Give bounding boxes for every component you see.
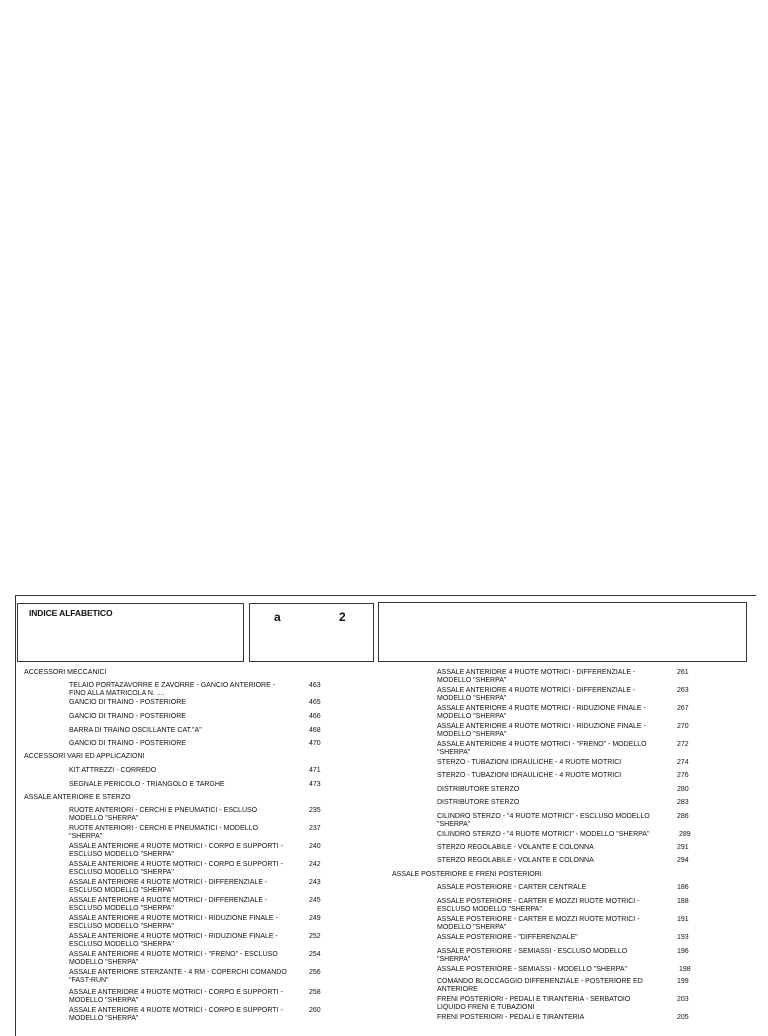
index-entry-page: 463: [309, 682, 321, 689]
index-entry-page: 261: [677, 669, 689, 676]
index-entry-page: 258: [309, 989, 321, 996]
index-section-heading: ACCESSORI VARI ED APPLICAZIONI: [24, 753, 145, 760]
index-entry-page: 260: [309, 1007, 321, 1014]
index-entry-page: 243: [309, 879, 321, 886]
index-entry-page: 473: [309, 781, 321, 788]
index-entry-page: 252: [309, 933, 321, 940]
index-entry-label: ASSALE ANTERIORE 4 RUOTE MOTRICI - CORPO E SUPPORTI - MODELLO "SHERPA": [69, 1007, 283, 1022]
index-entry-label: ASSALE ANTERIORE 4 RUOTE MOTRICI - "FRENO" - MODELLO "SHERPA": [437, 741, 647, 756]
index-entry-page: 199: [677, 978, 689, 985]
index-entry-label: DISTRIBUTORE STERZO: [437, 786, 520, 793]
index-entry-page: 205: [677, 1014, 689, 1021]
index-entry-page: 186: [677, 884, 689, 891]
index-entry-page: 294: [677, 857, 689, 864]
index-entry-label: ASSALE ANTERIORE 4 RUOTE MOTRICI - CORPO E SUPPORTI - MODELLO "SHERPA": [69, 989, 283, 1004]
index-entry-label: ASSALE POSTERIORE - SEMIASSI - ESCLUSO MODELLO "SHERPA": [437, 948, 628, 963]
index-entry-label: DISTRIBUTORE STERZO: [437, 799, 520, 806]
index-entry-label: RUOTE ANTERIORI - CERCHI E PNEUMATICI - MODELLO "SHERPA": [69, 825, 258, 840]
index-section-heading: ASSALE ANTERIORE E STERZO: [24, 794, 131, 801]
index-entry-label: ASSALE ANTERIORE STERZANTE - 4 RM - COPERCHI COMANDO "FAST-RUN": [69, 969, 287, 984]
index-entry-page: 465: [309, 699, 321, 706]
index-entry-label: ASSALE ANTERIORE 4 RUOTE MOTRICI - RIDUZIONE FINALE - ESCLUSO MODELLO "SHERPA": [69, 915, 278, 930]
index-entry-page: 245: [309, 897, 321, 904]
index-entry-label: ASSALE ANTERIORE 4 RUOTE MOTRICI - DIFFERENZIALE - ESCLUSO MODELLO "SHERPA": [69, 879, 268, 894]
index-section-heading: ACCESSORI MECCANICI: [24, 669, 107, 676]
index-entry-page: 242: [309, 861, 321, 868]
index-entry-page: 274: [677, 759, 689, 766]
index-entry-label: TELAIO PORTAZAVORRE E ZAVORRE - GANCIO ANTERIORE - FINO ALLA MATRICOLA N. ....: [69, 682, 276, 697]
index-entry-label: ASSALE POSTERIORE - CARTER CENTRALE: [437, 884, 587, 891]
index-entry-label: GANCIO DI TRAINO - POSTERIORE: [69, 713, 186, 720]
index-entry-page: 191: [677, 916, 689, 923]
index-entry-label: STERZO - TUBAZIONI IDRAULICHE - 4 RUOTE MOTRICI: [437, 759, 622, 766]
index-title: INDICE ALFABETICO: [29, 608, 113, 618]
index-entry-page: 283: [677, 799, 689, 806]
index-entry-page: 249: [309, 915, 321, 922]
index-entry-label: STERZO REGOLABILE - VOLANTE E COLONNA: [437, 844, 594, 851]
index-entry-label: ASSALE ANTERIORE 4 RUOTE MOTRICI - RIDUZIONE FINALE - MODELLO "SHERPA": [437, 705, 646, 720]
index-section-heading: ASSALE POSTERIORE E FRENI POSTERIORI: [392, 871, 542, 878]
index-entry-label: ASSALE POSTERIORE - "DIFFERENZIALE": [437, 934, 578, 941]
index-entry-page: 188: [677, 898, 689, 905]
index-entry-page: 286: [677, 813, 689, 820]
index-entry-label: ASSALE ANTERIORE 4 RUOTE MOTRICI - CORPO E SUPPORTI - ESCLUSO MODELLO "SHERPA": [69, 843, 283, 858]
index-entry-label: ASSALE ANTERIORE 4 RUOTE MOTRICI - DIFFERENZIALE - ESCLUSO MODELLO "SHERPA": [69, 897, 268, 912]
index-entry-page: 256: [309, 969, 321, 976]
index-entry-label: ASSALE POSTERIORE - SEMIASSI - MODELLO "SHERPA": [437, 966, 627, 973]
index-entry-page: 240: [309, 843, 321, 850]
index-entry-label: CILINDRO STERZO - "4 RUOTE MOTRICI" - ESCLUSO MODELLO "SHERPA": [437, 813, 650, 828]
index-entry-page: 466: [309, 713, 321, 720]
index-entry-page: 263: [677, 687, 689, 694]
index-entry-label: ASSALE ANTERIORE 4 RUOTE MOTRICI - RIDUZIONE FINALE - MODELLO "SHERPA": [437, 723, 646, 738]
index-entry-label: GANCIO DI TRAINO - POSTERIORE: [69, 699, 186, 706]
index-entry-page: 280: [677, 786, 689, 793]
index-entry-page: 470: [309, 740, 321, 747]
index-entry-label: ASSALE POSTERIORE - CARTER E MOZZI RUOTE MOTRICI - ESCLUSO MODELLO "SHERPA": [437, 898, 640, 913]
index-entry-label: STERZO REGOLABILE - VOLANTE E COLONNA: [437, 857, 594, 864]
index-entry-page: 193: [677, 934, 689, 941]
index-entry-page: 267: [677, 705, 689, 712]
index-entry-label: ASSALE ANTERIORE 4 RUOTE MOTRICI - CORPO E SUPPORTI - ESCLUSO MODELLO "SHERPA": [69, 861, 283, 876]
index-entry-label: ASSALE ANTERIORE 4 RUOTE MOTRICI - DIFFERENZIALE - MODELLO "SHERPA": [437, 687, 636, 702]
sheet-number: 2: [339, 610, 346, 624]
index-entry-page: 272: [677, 741, 689, 748]
index-entry-label: SEGNALE PERICOLO - TRIANGOLO E TARGHE: [69, 781, 225, 788]
index-entry-label: ASSALE ANTERIORE 4 RUOTE MOTRICI - "FRENO" - ESCLUSO MODELLO "SHERPA": [69, 951, 278, 966]
index-entry-label: FRENI POSTERIORI - PEDALI E TIRANTERIA - SERBATOIO LIQUIDO FRENI E TUBAZIONI: [437, 996, 631, 1011]
index-entry-page: 254: [309, 951, 321, 958]
index-entry-page: 468: [309, 727, 321, 734]
index-entry-label: ASSALE POSTERIORE - CARTER E MOZZI RUOTE MOTRICI - MODELLO "SHERPA": [437, 916, 640, 931]
index-entry-label: ASSALE ANTERIORE 4 RUOTE MOTRICI - DIFFERENZIALE - MODELLO "SHERPA": [437, 669, 636, 684]
index-entry-label: COMANDO BLOCCAGGIO DIFFERENZIALE - POSTERIORE ED ANTERIORE: [437, 978, 643, 993]
index-entry-label: CILINDRO STERZO - "4 RUOTE MOTRICI" - MODELLO "SHERPA": [437, 831, 650, 838]
index-entry-page: 291: [677, 844, 689, 851]
index-entry-label: KIT ATTREZZI - CORREDO: [69, 767, 157, 774]
index-entry-label: RUOTE ANTERIORI - CERCHI E PNEUMATICI - ESCLUSO MODELLO "SHERPA": [69, 807, 258, 822]
index-entry-page: 237: [309, 825, 321, 832]
index-entry-page: 235: [309, 807, 321, 814]
index-entry-label: ASSALE ANTERIORE 4 RUOTE MOTRICI - RIDUZIONE FINALE - ESCLUSO MODELLO "SHERPA": [69, 933, 278, 948]
index-entry-label: FRENI POSTERIORI - PEDALI E TIRANTERIA: [437, 1014, 585, 1021]
index-entry-label: GANCIO DI TRAINO - POSTERIORE: [69, 740, 186, 747]
index-entry-page: 289: [679, 831, 691, 838]
index-entry-page: 203: [677, 996, 689, 1003]
index-entry-page: 276: [677, 772, 689, 779]
index-entry-page: 270: [677, 723, 689, 730]
index-entry-label: BARRA DI TRAINO OSCILLANTE CAT."A": [69, 727, 202, 734]
index-entry-page: 198: [679, 966, 691, 973]
index-entry-label: STERZO - TUBAZIONI IDRAULICHE - 4 RUOTE MOTRICI: [437, 772, 622, 779]
section-letter: a: [274, 610, 281, 624]
index-entry-page: 196: [677, 948, 689, 955]
index-entry-page: 471: [309, 767, 321, 774]
